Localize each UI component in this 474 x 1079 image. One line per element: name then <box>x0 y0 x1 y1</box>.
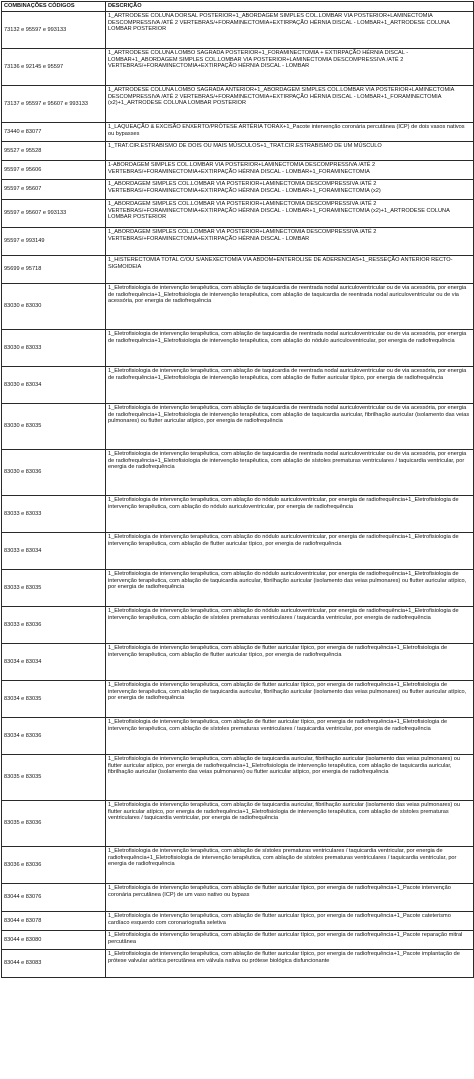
row-description: 1_Eletrofisiologia de intervenção terapêutica, com ablação de flutter auricular típico, por energia de radiofrequência+1_Eletrofisiologia de intervenção terapêutica, com ablação de flutter auricular típico, por energia de radiofrequência <box>106 644 474 681</box>
table-row <box>2 755 474 801</box>
row-code-combination: 95699 e 95718 <box>2 256 106 284</box>
row-description: 1_Eletrofisiologia de intervenção terapêutica, com ablação de taquicardia de reentrada nodal auriculoventricular ou de via acessória, por energia de radiofrequência+1_Eletrofisiologia de intervenção terapêutica, com ablação de flutter auricular típico, por energia de radiofrequência <box>106 367 474 404</box>
row-code-combination: 95597 e 95606 <box>2 161 106 180</box>
row-description: 1_Eletrofisiologia de intervenção terapêutica, com ablação de taquicardia de reentrada nodal auriculoventricular ou de via acessória, por energia de radiofrequência+1_Eletrofisiologia de intervenção terapêutica, com ablação de taquicardia auricular, fibrilhação auricular (isolamento das veias pulmonares) ou flutter auricular atípico, por energia de radiofrequência <box>106 404 474 450</box>
table-row <box>2 161 474 180</box>
row-description: 1_ARTRODESE COLUNA LOMBO SAGRADA ANTERIOR+1_ABORDAGEM SIMPLES COL.LOMBAR VIA POSTERIOR+LAMINECTOMIA DESCOMPRESSIVA /ATÉ 2 VERTEBRAS/+FORAMINECTOMIA+EXTIRPAÇÃO HÉRNIA DISCAL - LOMBAR+1_FORAMINECTOMIA (x2)+1_ARTRODESE COLUNA LOMBAR POSTERIOR <box>106 86 474 123</box>
table-row <box>2 801 474 847</box>
table-row <box>2 607 474 644</box>
row-code-combination: 83030 e 83036 <box>2 450 106 496</box>
row-code-combination: 83030 e 83034 <box>2 367 106 404</box>
row-description: 1_ABORDAGEM SIMPLES COL.LOMBAR VIA POSTERIOR+LAMINECTOMIA DESCOMPRESSIVA /ATÉ 2 VERTEBRAS/+FORAMINECTOMIA+EXTIRPAÇÃO HÉRNIA DISCAL - LOMBAR+1_FORAMINECTOMIA (x2) <box>106 180 474 200</box>
row-description: 1_Eletrofisiologia de intervenção terapêutica, com ablação do nódulo auriculoventricular, por energia de radiofrequência+1_Eletrofisiologia de intervenção terapêutica, com ablação de sístoles prematuras ventriculares / taquicardia ventricular, por energia de radiofrequência <box>106 607 474 644</box>
row-code-combination: 73137 e 95597 e 95607 e 993133 <box>2 86 106 123</box>
row-description: 1-ABORDAGEM SIMPLES COL.LOMBAR VIA POSTERIOR+LAMINECTOMIA DESCOMPRESSIVA /ATÉ 2 VERTEBRAS/+FORAMINECTOMIA+EXTIRPAÇÃO HÉRNIA DISCAL - LOMBAR+1_FORAMINECTOMIA <box>106 161 474 180</box>
row-description: 1_TRAT.CIR.ESTRABISMO DE DOIS OU MAIS MÚSCULOS+1_TRAT.CIR.ESTRABISMO DE UM MÚSCULO <box>106 142 474 161</box>
row-code-combination: 83044 e 83078 <box>2 912 106 931</box>
row-code-combination: 73440 e 83077 <box>2 123 106 142</box>
table-row <box>2 330 474 367</box>
row-code-combination: 83033 e 83034 <box>2 533 106 570</box>
row-code-combination: 83034 e 83035 <box>2 681 106 718</box>
table-row <box>2 49 474 86</box>
table-row <box>2 847 474 884</box>
row-description: 1_Eletrofisiologia de intervenção terapêutica, com ablação de flutter auricular típico, por energia de radiofrequência+1_Eletrofisiologia de intervenção terapêutica, com ablação de sístoles prematuras ventriculares / taquicardia ventricular, por energia de radiofrequência <box>106 718 474 755</box>
row-code-combination: 83030 e 83035 <box>2 404 106 450</box>
row-description: 1_Eletrofisiologia de intervenção terapêutica, com ablação do nódulo auriculoventricular, por energia de radiofrequência+1_Eletrofisiologia de intervenção terapêutica, com ablação do nódulo auriculoventricular, por energia de radiofrequência <box>106 496 474 533</box>
row-code-combination: 95527 e 95528 <box>2 142 106 161</box>
row-description: 1_Eletrofisiologia de intervenção terapêutica, com ablação de taquicardia auricular, fibrilhação auricular (isolamento das veias pulmonares) ou flutter auricular atípico, por energia de radiofrequência+1_Eletrofisiologia de intervenção terapêutica, com ablação de taquicardia auricular, fibrilhação auricular (isolamento das veias pulmonares) ou flutter auricular atípico, por energia de radiofrequência <box>106 755 474 801</box>
table-row <box>2 496 474 533</box>
row-code-combination: 95597 e 95607 <box>2 180 106 200</box>
row-code-combination: 83035 e 83036 <box>2 801 106 847</box>
table-row <box>2 950 474 978</box>
table-row <box>2 228 474 256</box>
row-code-combination: 83033 e 83033 <box>2 496 106 533</box>
row-description: 1_HISTERECTOMIA TOTAL C/OU S/ANEXECTOMIA VIA ABDOM+ENTEROLISE DE ADERENCIAS+1_RESSEÇÃO ANTERIOR RECTO-SIGMOIDEIA <box>106 256 474 284</box>
row-code-combination: 83036 e 83036 <box>2 847 106 884</box>
table-row <box>2 884 474 912</box>
row-description: 1_Eletrofisiologia de intervenção terapêutica, com ablação de sístoles prematuras ventriculares / taquicardia ventricular, por energia de radiofrequência+1_Eletrofisiologia de intervenção terapêutica, com ablação de sístoles prematuras ventriculares / taquicardia ventricular, por energia de radiofrequência <box>106 847 474 884</box>
row-code-combination: 83044 e 83083 <box>2 950 106 978</box>
row-code-combination: 83044 e 83080 <box>2 931 106 950</box>
table-row <box>2 367 474 404</box>
row-description: 1_Eletrofisiologia de intervenção terapêutica, com ablação de taquicardia de reentrada nodal auriculoventricular ou de via acessória, por energia de radiofrequência+1_Eletrofisiologia de intervenção terapêutica, com ablação do nódulo auriculoventricular, por energia de radiofrequência <box>106 330 474 367</box>
row-code-combination: 73132 e 95597 e 993133 <box>2 12 106 49</box>
table-row <box>2 718 474 755</box>
row-code-combination: 95597 e 993149 <box>2 228 106 256</box>
table-row <box>2 180 474 200</box>
row-description: 1_ARTRODESE COLUNA DORSAL POSTERIOR+1_ABORDAGEM SIMPLES COL.LOMBAR VIA POSTERIOR+LAMINECTOMIA DESCOMPRESSIVA /ATÉ 2 VERTEBRAS/+FORAMINECTOMIA+EXTIRPAÇÃO HÉRNIA DISCAL - LOMBAR+1_ARTRODESE COLUNA LOMBAR POSTERIOR <box>106 12 474 49</box>
table-row <box>2 200 474 228</box>
row-description: 1_Eletrofisiologia de intervenção terapêutica, com ablação de flutter auricular típico, por energia de radiofrequência+1_Pacote reparação mitral percutânea <box>106 931 474 950</box>
row-code-combination: 83030 e 83033 <box>2 330 106 367</box>
row-description: 1_Eletrofisiologia de intervenção terapêutica, com ablação de flutter auricular típico, por energia de radiofrequência+1_Pacote implantação de prótese valvular aórtica percutânea em válvula nativa ou prótese biológica disfuncionante <box>106 950 474 978</box>
table-row <box>2 533 474 570</box>
row-description: 1_Eletrofisiologia de intervenção terapêutica, com ablação de flutter auricular típico, por energia de radiofrequência+1_Pacote intervenção coronária percutânea (ICP) de um vaso nativo ou bypass <box>106 884 474 912</box>
table-row <box>2 86 474 123</box>
table-row <box>2 123 474 142</box>
code-combinations-table <box>1 1 474 978</box>
row-code-combination: 83033 e 83035 <box>2 570 106 607</box>
header-description: DESCRIÇÃO <box>106 2 474 12</box>
table-row <box>2 284 474 330</box>
row-description: 1_ABORDAGEM SIMPLES COL.LOMBAR VIA POSTERIOR+LAMINECTOMIA DESCOMPRESSIVA /ATÉ 2 VERTEBRAS/+FORAMINECTOMIA+EXTIRPAÇÃO HÉRNIA DISCAL - LOMBAR <box>106 228 474 256</box>
row-code-combination: 83033 e 83036 <box>2 607 106 644</box>
row-code-combination: 83044 e 83076 <box>2 884 106 912</box>
row-description: 1_ABORDAGEM SIMPLES COL.LOMBAR VIA POSTERIOR+LAMINECTOMIA DESCOMPRESSIVA /ATÉ 2 VERTEBRAS/+FORAMINECTOMIA+EXTIRPAÇÃO HÉRNIA DISCAL - LOMBAR+1_FORAMINECTOMIA (x2)+1_ARTRODESE COLUNA LOMBAR POSTERIOR <box>106 200 474 228</box>
row-code-combination: 95597 e 95607 e 993133 <box>2 200 106 228</box>
row-code-combination: 83034 e 83036 <box>2 718 106 755</box>
header-codes: COMBINAÇÕES CÓDIGOS <box>2 2 106 12</box>
row-description: 1_Eletrofisiologia de intervenção terapêutica, com ablação de taquicardia de reentrada nodal auriculoventricular ou de via acessória, por energia de radiofrequência+1_Eletrofisiologia de intervenção terapêutica, com ablação de sístoles prematuras ventriculares / taquicardia ventricular, por energia de radiofrequência <box>106 450 474 496</box>
table-row <box>2 644 474 681</box>
table-row <box>2 681 474 718</box>
row-description: 1_Eletrofisiologia de intervenção terapêutica, com ablação de flutter auricular típico, por energia de radiofrequência+1_Pacote cateterismo cardíaco esquerdo com coronariografia seletiva <box>106 912 474 931</box>
table-row <box>2 404 474 450</box>
row-description: 1_Eletrofisiologia de intervenção terapêutica, com ablação do nódulo auriculoventricular, por energia de radiofrequência+1_Eletrofisiologia de intervenção terapêutica, com ablação de taquicardia auricular, fibrilhação auricular (isolamento das veias pulmonares) ou flutter auricular atípico, por energia de radiofrequência <box>106 570 474 607</box>
table-row <box>2 931 474 950</box>
table-row <box>2 912 474 931</box>
row-description: 1_ARTRODESE COLUNA LOMBO SAGRADA POSTERIOR+1_FORAMINECTOMIA + EXTIRPAÇÃO HÉRNIA DISCAL - LOMBAR+1_ABORDAGEM SIMPLES COL.LOMBAR VIA POSTERIOR+LAMINECTOMIA DESCOMPRESSIVA /ATÉ 2 VERTEBRAS/+FORAMINECTOMIA+EXTIRPAÇÃO HÉRNIA DISCAL - LOMBAR <box>106 49 474 86</box>
row-code-combination: 83035 e 83035 <box>2 755 106 801</box>
header-row <box>2 2 474 12</box>
table-row <box>2 450 474 496</box>
row-description: 1_LAQUEAÇÃO & EXCISÃO ENXERTO/PRÓTESE ARTÉRIA TORAX+1_Pacote intervenção coronária percutânea (ICP) de dois vasos nativos ou bypasses <box>106 123 474 142</box>
row-code-combination: 83030 e 83030 <box>2 284 106 330</box>
table-row <box>2 256 474 284</box>
row-code-combination: 73136 e 92145 e 95597 <box>2 49 106 86</box>
table-row <box>2 142 474 161</box>
row-code-combination: 83034 e 83034 <box>2 644 106 681</box>
table-row <box>2 12 474 49</box>
row-description: 1_Eletrofisiologia de intervenção terapêutica, com ablação de flutter auricular típico, por energia de radiofrequência+1_Eletrofisiologia de intervenção terapêutica, com ablação de taquicardia auricular, fibrilhação auricular (isolamento das veias pulmonares) ou flutter auricular atípico, por energia de radiofrequência <box>106 681 474 718</box>
row-description: 1_Eletrofisiologia de intervenção terapêutica, com ablação do nódulo auriculoventricular, por energia de radiofrequência+1_Eletrofisiologia de intervenção terapêutica, com ablação de flutter auricular típico, por energia de radiofrequência <box>106 533 474 570</box>
row-description: 1_Eletrofisiologia de intervenção terapêutica, com ablação de taquicardia de reentrada nodal auriculoventricular ou de via acessória, por energia de radiofrequência+1_Eletrofisiologia de intervenção terapêutica, com ablação de taquicardia de reentrada nodal auriculoventricular ou de via acessória, por energia de radiofrequência <box>106 284 474 330</box>
row-description: 1_Eletrofisiologia de intervenção terapêutica, com ablação de taquicardia auricular, fibrilhação auricular (isolamento das veias pulmonares) ou flutter auricular atípico, por energia de radiofrequência+1_Eletrofisiologia de intervenção terapêutica, com ablação de sístoles prematuras ventriculares / taquicardia ventricular, por energia de radiofrequência <box>106 801 474 847</box>
table-row <box>2 570 474 607</box>
table-body <box>2 12 474 978</box>
